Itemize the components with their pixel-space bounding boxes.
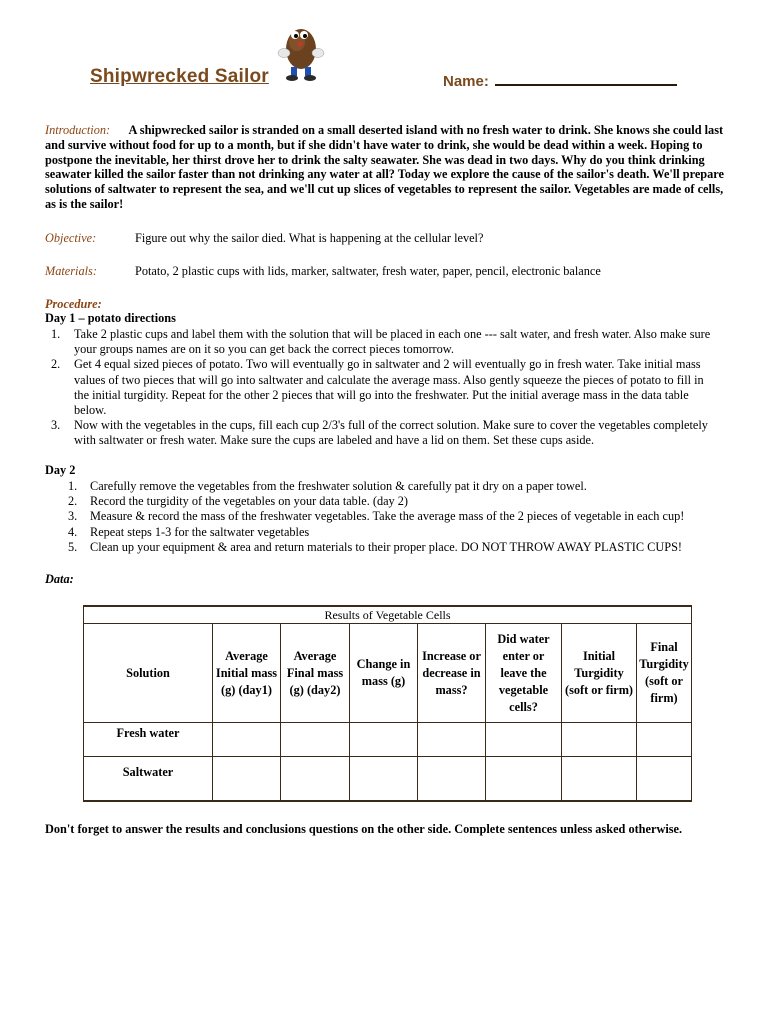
table-cell[interactable] xyxy=(418,757,486,801)
step-text: Measure & record the mass of the freshwater vegetables. Take the average mass of the 2 pieces of vegetable in each cup! xyxy=(90,509,685,524)
introduction-label: Introduction: xyxy=(45,123,111,137)
day2-steps-list xyxy=(62,479,722,555)
step-number: 1. xyxy=(68,479,78,493)
list-item xyxy=(62,509,722,524)
materials-label: Materials: xyxy=(45,264,97,278)
introduction-paragraph xyxy=(45,123,725,212)
footer-note: Don't forget to answer the results and conclusions questions on the other side. Complete sentences unless asked otherwise. xyxy=(45,822,683,836)
step-number: 2. xyxy=(51,357,61,372)
step-number: 3. xyxy=(51,418,61,433)
list-item xyxy=(45,418,713,448)
table-cell[interactable] xyxy=(350,757,418,801)
table-cell[interactable] xyxy=(418,723,486,757)
table-cell[interactable] xyxy=(281,757,350,801)
step-text: Take 2 plastic cups and label them with the solution that will be placed in each one --- salt water, and fresh water. Also make sure your groups names are on it so you can get back the correct pieces tomorrow. xyxy=(74,327,711,357)
step-text: Record the turgidity of the vegetables on your data table. (day 2) xyxy=(90,494,409,509)
day2-heading: Day 2 xyxy=(45,463,76,477)
column-header: Solution xyxy=(84,624,213,723)
column-header: Increase or decrease in mass? xyxy=(418,624,486,723)
list-item xyxy=(62,540,722,555)
table-caption-row xyxy=(84,606,692,624)
step-number: 2. xyxy=(68,494,78,509)
column-header: Average Final mass (g) (day2) xyxy=(281,624,350,723)
list-item xyxy=(45,327,713,357)
step-text: Clean up your equipment & area and return materials to their proper place. DO NOT THROW AWAY PLASTIC CUPS! xyxy=(90,539,683,554)
day1-heading: Day 1 – potato directions xyxy=(45,311,176,325)
name-blank-line[interactable] xyxy=(495,70,677,86)
results-table xyxy=(83,605,692,802)
step-text: Carefully remove the vegetables from the freshwater solution & carefully pat it dry on a paper towel. xyxy=(90,479,587,493)
step-number: 5. xyxy=(68,539,78,554)
table-row xyxy=(84,757,692,801)
step-number: 3. xyxy=(68,509,78,524)
column-header: Did water enter or leave the vegetable cells? xyxy=(486,624,562,723)
list-item xyxy=(62,494,722,509)
column-header: Change in mass (g) xyxy=(350,624,418,723)
table-cell[interactable] xyxy=(637,757,692,801)
table-cell[interactable] xyxy=(350,723,418,757)
introduction-text: A shipwrecked sailor is stranded on a small deserted island with no fresh water to drink. She knows she could last and survive without food for up to a month, but if she didn't have water to drink, she would be dead within a week. Hoping to postpone the inevitable, her thirst drove her to drink the salty seawater. She was dead in two days. Why do you think drinking seawater killed the sailor faster than not drinking any water at all? Today we explore the cause of the sailor's death. We'll prepare solutions of saltwater to represent the sea, and we'll cut up slices of vegetables to represent the sailor. Vegetables are made of cells, as is the sailor! xyxy=(45,123,724,211)
procedure-label: Procedure: xyxy=(45,297,102,311)
column-header: Initial Turgidity (soft or firm) xyxy=(562,624,637,723)
page-title: Shipwrecked Sailor xyxy=(90,66,269,87)
row-label: Saltwater xyxy=(84,757,213,801)
table-row xyxy=(84,723,692,757)
table-cell[interactable] xyxy=(562,757,637,801)
table-header-row xyxy=(84,624,692,723)
list-item xyxy=(62,479,722,494)
table-cell[interactable] xyxy=(281,723,350,757)
table-cell[interactable] xyxy=(486,757,562,801)
step-number: 1. xyxy=(51,327,61,341)
step-text: Repeat steps 1-3 for the saltwater vegetables xyxy=(90,524,310,539)
table-cell[interactable] xyxy=(486,723,562,757)
step-number: 4. xyxy=(68,524,78,539)
step-text: Now with the vegetables in the cups, fill each cup 2/3's full of the correct solution. Make sure to cover the vegetables completely with saltwater or fresh water. Make sure the cups are labeled and have a lid on them. Set these cups aside. xyxy=(74,418,708,448)
table-cell[interactable] xyxy=(637,723,692,757)
list-item xyxy=(45,357,713,418)
day1-steps-list xyxy=(45,327,713,449)
column-header: Final Turgidity (soft or firm) xyxy=(637,624,692,723)
list-item xyxy=(62,525,722,540)
results-table-wrapper xyxy=(83,605,692,802)
data-label: Data: xyxy=(45,572,74,586)
table-cell[interactable] xyxy=(562,723,637,757)
name-field[interactable] xyxy=(443,70,677,90)
name-label: Name: xyxy=(443,73,489,90)
column-header: Average Initial mass (g) (day1) xyxy=(213,624,281,723)
objective-text: Figure out why the sailor died. What is happening at the cellular level? xyxy=(135,231,484,245)
row-label: Fresh water xyxy=(84,723,213,757)
objective-label: Objective: xyxy=(45,231,97,245)
table-cell[interactable] xyxy=(213,723,281,757)
materials-text: Potato, 2 plastic cups with lids, marker, saltwater, fresh water, paper, pencil, electronic balance xyxy=(135,264,601,278)
step-text: Get 4 equal sized pieces of potato. Two will eventually go in saltwater and 2 will eventually go in fresh water. Take initial mass values of two pieces that will go into saltwater and calculate the average mass. Also gently squeeze the pieces of potato to fill in the initial turgidity. Repeat for the other 2 pieces that will go into the freshwater. Put the initial average mass in the data table below. xyxy=(74,357,704,418)
table-cell[interactable] xyxy=(213,757,281,801)
potato-mascot-icon xyxy=(273,22,329,82)
table-caption: Results of Vegetable Cells xyxy=(84,606,692,624)
